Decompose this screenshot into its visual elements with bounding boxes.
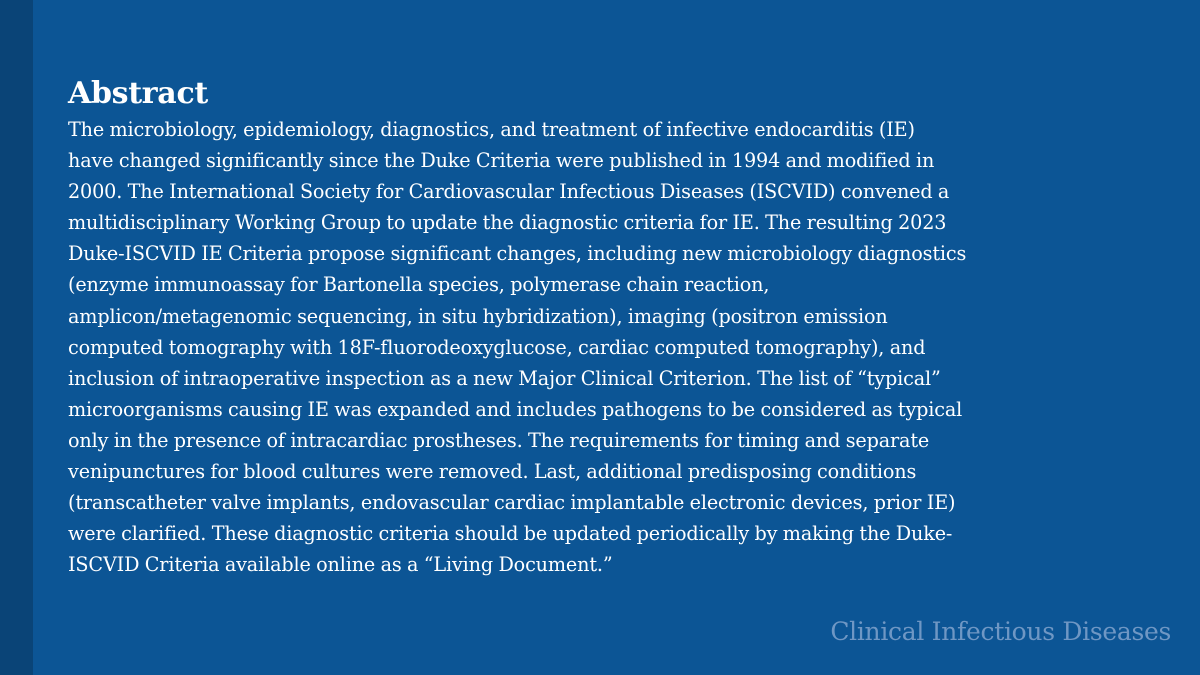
abstract-line: 2000. The International Society for Cardiovascular Infectious Diseases (ISCVID) convened a: [68, 180, 950, 204]
abstract-line: have changed significantly since the Duke Criteria were published in 1994 and modified in: [68, 149, 935, 173]
left-accent-bar: [0, 0, 33, 675]
abstract-line: ISCVID Criteria available online as a “Living Document.”: [68, 553, 613, 577]
abstract-text: [68, 114, 1148, 580]
abstract-line: venipunctures for blood cultures were removed. Last, additional predisposing conditions: [68, 460, 917, 484]
abstract-line: multidisciplinary Working Group to update the diagnostic criteria for IE. The resulting 2023: [68, 211, 947, 235]
abstract-line: Duke-ISCVID IE Criteria propose significant changes, including new microbiology diagnostics: [68, 242, 967, 266]
abstract-line: (transcatheter valve implants, endovascular cardiac implantable electronic devices, prior IE): [68, 491, 956, 515]
abstract-line: only in the presence of intracardiac prostheses. The requirements for timing and separate: [68, 428, 930, 452]
abstract-line: microorganisms causing IE was expanded and includes pathogens to be considered as typical: [68, 397, 963, 421]
abstract-line: amplicon/metagenomic sequencing, in situ hybridization), imaging (positron emission: [68, 304, 888, 328]
abstract-line: were clarified. These diagnostic criteria should be updated periodically by making the Duke-: [68, 522, 953, 546]
abstract-section: [68, 74, 1148, 580]
abstract-line: The microbiology, epidemiology, diagnostics, and treatment of infective endocarditis (IE): [68, 118, 915, 141]
journal-name: Clinical Infectious Diseases: [830, 617, 1171, 646]
abstract-line: (enzyme immunoassay for Bartonella species, polymerase chain reaction,: [68, 273, 770, 297]
abstract-line: computed tomography with 18F-fluorodeoxyglucose, cardiac computed tomography), and: [68, 335, 926, 359]
abstract-line: inclusion of intraoperative inspection as a new Major Clinical Criterion. The list of “typical”: [68, 366, 941, 390]
abstract-heading: Abstract: [68, 76, 208, 111]
